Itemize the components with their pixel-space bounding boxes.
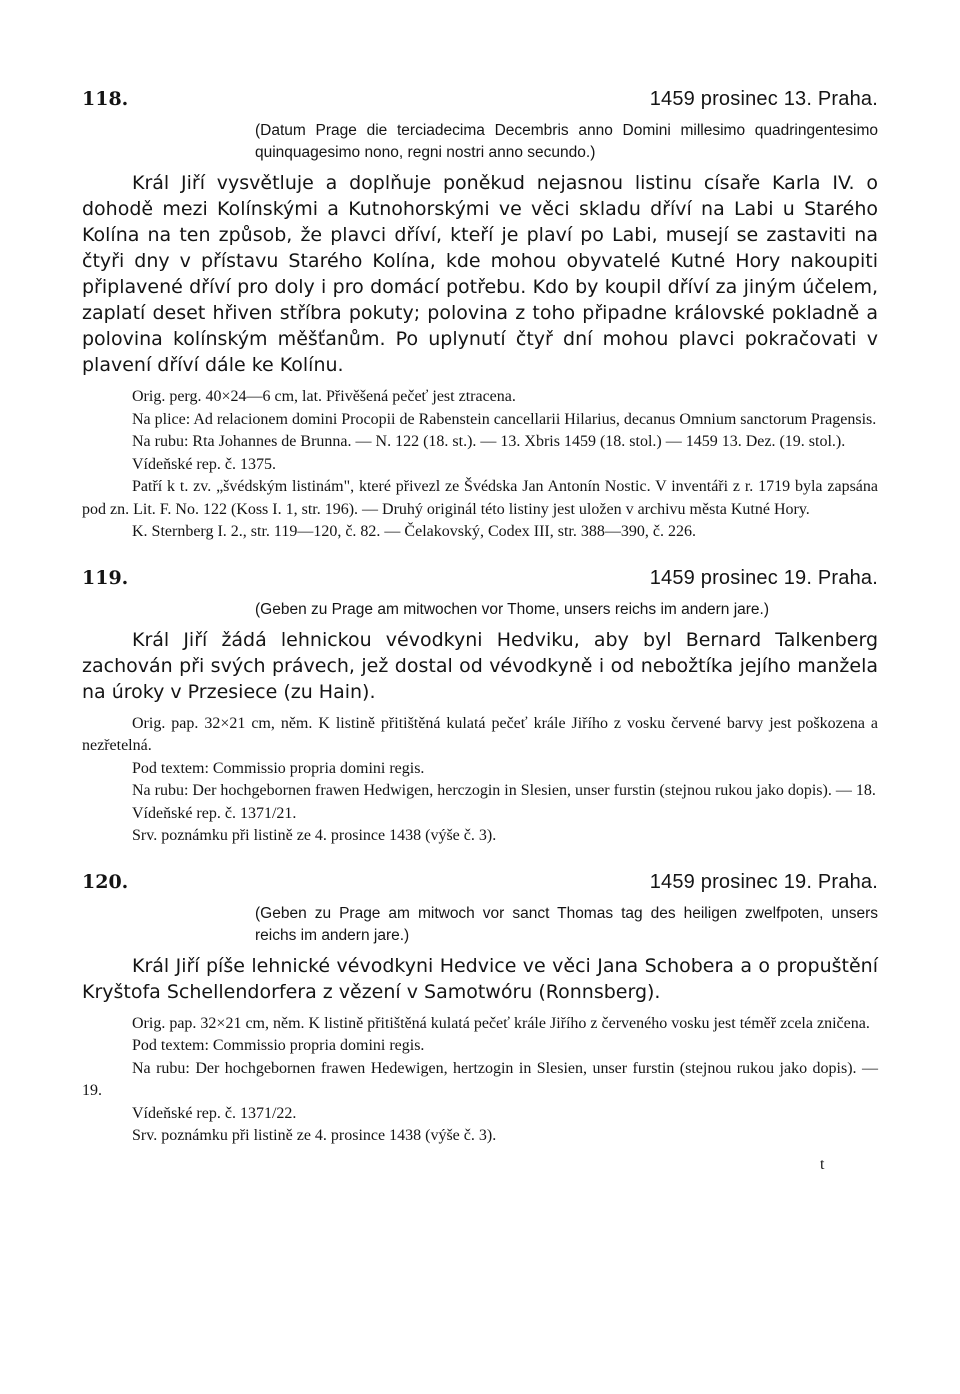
entry-118: [82, 88, 878, 544]
note-item: Na plice: Ad relacionem domini Procopii de Rabenstein cancellarii Hilarius, decanus Omnium sanctorum Pragensis.: [132, 410, 877, 428]
note-item: Vídeňské rep. č. 1371/22.: [132, 1104, 297, 1122]
entry-number: 118.: [82, 88, 129, 110]
note-item: Srv. poznámku při listině ze 4. prosince 1438 (výše č. 3).: [132, 1127, 497, 1144]
entry-date-place: 1459 prosinec 19. Praha.: [649, 566, 878, 589]
entry-notes: [82, 713, 878, 848]
document-page: [82, 88, 878, 1148]
note-item: K. Sternberg I. 2., str. 119—120, č. 82. — Čelakovský, Codex III, str. 388—390, č. 226.: [132, 523, 696, 540]
note-item: Patří k t. zv. „švédským listinám", které přivezl ze Švédska Jan Antonín Nostic. V inventáři z r. 1719 byla zapsána pod zn. Lit. F. No. 122 (Koss I. 1, str. 196). — Druhý originál této listiny jest uložen v archivu města Kutné Hory.: [82, 478, 878, 518]
entry-number: 119.: [82, 566, 129, 589]
entry-header: [82, 871, 878, 901]
entry-datum: (Datum Prage die terciadecima Decembris anno Domini millesimo quadringentesimo quinquagesimo nono, regni nostri anno secundo.): [255, 122, 878, 161]
note-item: Vídeňské rep. č. 1375.: [132, 455, 276, 473]
entry-notes: [82, 1013, 878, 1148]
stray-mark: t: [820, 1156, 825, 1173]
entry-datum: (Geben zu Prage am mitwochen vor Thome, unsers reichs im andern jare.): [255, 600, 770, 618]
entry-notes: [82, 386, 878, 544]
entry-summary: Král Jiří vysvětluje a doplňuje poněkud nejasnou listinu císaře Karla IV. o dohodě mezi Kolínskými a Kutnohorskými ve věci skladu dříví na Labi u Starého Kolína na ten způsob, že plavci dříví, kteří je plaví po Labi, musejí se zastaviti na čtyři dny v přístavu Starého Kolína, kde mohou obyvatelé Kutné Hory nakoupiti připlavené dříví pro doly i pro domácí potřebu. Kdo by koupil dříví za jiným účelem, zaplatí deset hřiven stříbra pokuty; polovina z toho připadne královské pokladně a polovina kolínským měšťanům. Po uplynutí čtyř dní mohou plavci pokračovati v plavení dříví dále ke Kolínu.: [82, 172, 878, 376]
note-item: Orig. pap. 32×21 cm, něm. K listině přitištěná kulatá pečeť krále Jiřího z červeného vosku jest téměř zcela zničena.: [132, 1014, 870, 1032]
note-item: Pod textem: Commissio propria domini regis.: [132, 759, 425, 777]
note-item: Orig. perg. 40×24—6 cm, lat. Přivěšená pečeť jest ztracena.: [132, 388, 516, 405]
note-item: Orig. pap. 32×21 cm, něm. K listině přitištěná kulatá pečeť krále Jiřího z vosku červené barvy jest poškozena a nezřetelná.: [82, 714, 878, 754]
note-item: Na rubu: Der hochgebornen frawen Hedwigen, herczogin in Slesien, unser furstin (stejnou rukou jako dopis). — 18.: [132, 782, 876, 799]
entry-datum: (Geben zu Prage am mitwoch vor sanct Thomas tag des heiligen zwelfpoten, unsers reichs im andern jare.): [255, 904, 878, 944]
note-item: Na rubu: Der hochgebornen frawen Hedewigen, hertzogin in Slesien, unser furstin (stejnou rukou jako dopis). — 19.: [82, 1059, 878, 1099]
entry-119: [82, 567, 878, 848]
note-item: Pod textem: Commissio propria domini regis.: [132, 1037, 425, 1054]
note-item: Srv. poznámku při listině ze 4. prosince 1438 (výše č. 3).: [132, 827, 497, 844]
entry-summary: Král Jiří píše lehnické vévodkyni Hedvice ve věci Jana Schobera a o propuštění Kryštofa Schellendorfera z vězení v Samotwóru (Ronnsberg).: [82, 954, 878, 1003]
note-item: Vídeňské rep. č. 1371/21.: [132, 804, 297, 822]
entry-120: [82, 871, 878, 1148]
entry-summary: Král Jiří žádá lehnickou vévodkyni Hedviku, aby byl Bernard Talkenberg zachován při svých právech, jež dostal od vévodkyně i od nebožtíka jejího manžela na úroky v Przesiece (zu Hain).: [82, 628, 878, 703]
entry-number: 120.: [82, 870, 129, 893]
entry-header: [82, 567, 878, 597]
note-item: Na rubu: Rta Johannes de Brunna. — N. 122 (18. st.). — 13. Xbris 1459 (18. stol.) — 1459 13. Dez. (19. stol.).: [132, 433, 846, 450]
entry-date-place: 1459 prosinec 13. Praha.: [649, 88, 878, 110]
entry-header: [82, 88, 878, 118]
entry-date-place: 1459 prosinec 19. Praha.: [649, 870, 878, 893]
